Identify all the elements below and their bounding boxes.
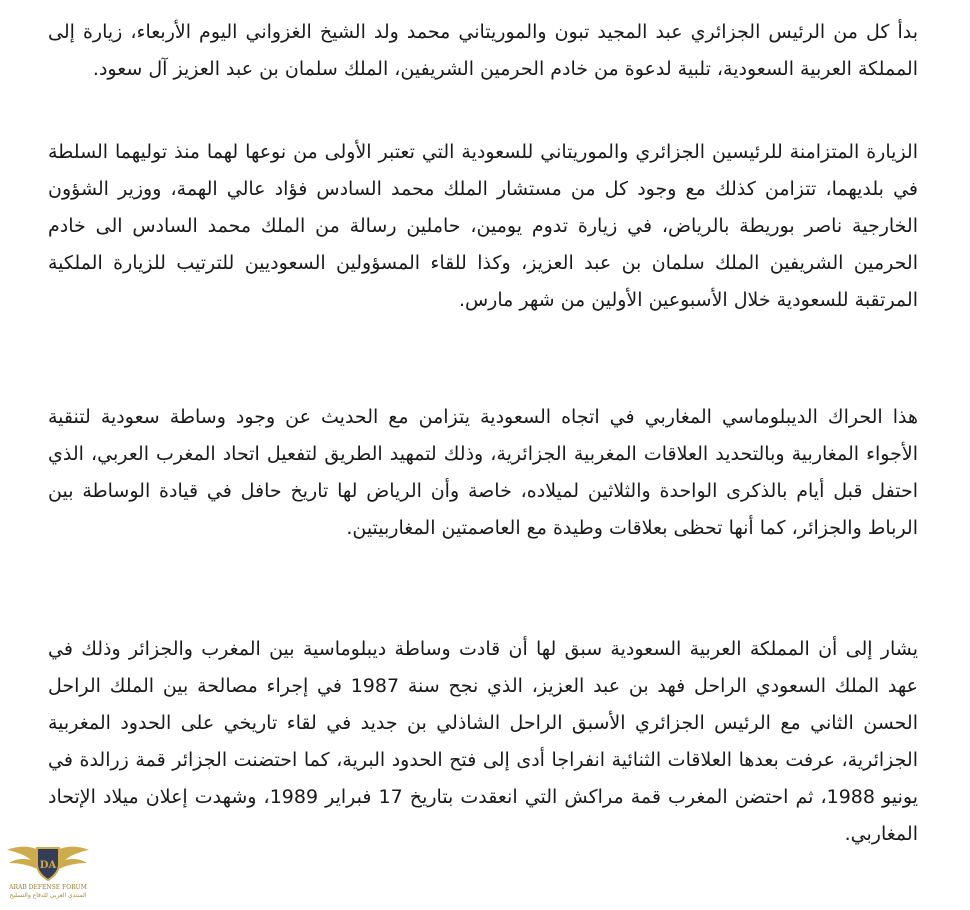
article-paragraph-4: يشار إلى أن المملكة العربية السعودية سبق لها أن قادت وساطة ديبلوماسية بين المغرب والجزائر وذلك في عهد الملك السعودي الراحل فهد بن عبد العزيز، الذي نجح سنة 1987 في إجراء مصالحة بين الملك الراحل الحسن الثاني مع الرئيس الجزائري الأسبق الراحل الشاذلي بن جديد في لقاء تاريخي على الحدود المغربية الجزائرية، عرفت بعدها العلاقات الثنائية انفراجا أدى إلى فتح الحدود البرية، كما احتضنت الجزائر قمة زرالدة في يونيو 1988، ثم احتضن المغرب قمة مراكش التي انعقدت بتاريخ 17 فبراير 1989، وشهدت إعلان ميلاد الإتحاد المغاربي. xyxy=(48,638,918,845)
svg-text:DA: DA xyxy=(39,860,57,871)
watermark-subtitle: المنتدى العربي للدفاع والتسليح xyxy=(9,892,87,899)
article-paragraph-2: الزيارة المتزامنة للرئيسين الجزائري والموريتاني للسعودية التي تعتبر الأولى من نوعها لهما منذ توليهما السلطة في بلديهما، تتزامن كذلك مع وجود كل من مستشار الملك محمد السادس فؤاد عالي الهمة، ووزير الشؤون الخارجية ناصر بوريطة بالرياض، في زيارة تدوم يومين، حاملين رسالة من الملك محمد السادس الى خادم الحرمين الشريفين الملك سلمان بن عبد العزيز، وكذا للقاء المسؤولين السعوديين للترتيب للزيارة الملكية المرتقبة للسعودية خلال الأسبوعين الأولين من شهر مارس. xyxy=(48,141,918,311)
watermark-title: ARAB DEFENSE FORUM xyxy=(9,884,87,891)
article-paragraph-1: بدأ كل من الرئيس الجزائري عبد المجيد تبون والموريتاني محمد ولد الشيخ الغزواني اليوم الأربعاء، زيارة إلى المملكة العربية السعودية، تلبية لدعوة من خادم الحرمين الشريفين، الملك سلمان بن عبد العزيز آل سعود. xyxy=(48,21,918,80)
forum-watermark xyxy=(0,838,96,910)
article-paragraph-3: هذا الحراك الديبلوماسي المغاربي في اتجاه السعودية يتزامن مع الحديث عن وجود وساطة سعودية لتنقية الأجواء المغاربية وبالتحديد العلاقات المغربية الجزائرية، وذلك لتمهيد الطريق لتفعيل اتحاد المغرب العربي، الذي احتفل قبل أيام بالذكرى الواحدة والثلاثين لميلاده، خاصة وأن الرياض لها تاريخ حافل في قيادة الوساطة بين الرباط والجزائر، كما أنها تحظى بعلاقات وطيدة مع العاصمتين المغاربيتين. xyxy=(48,406,918,539)
article-body xyxy=(48,14,918,853)
eagle-shield-logo-icon xyxy=(3,838,93,884)
